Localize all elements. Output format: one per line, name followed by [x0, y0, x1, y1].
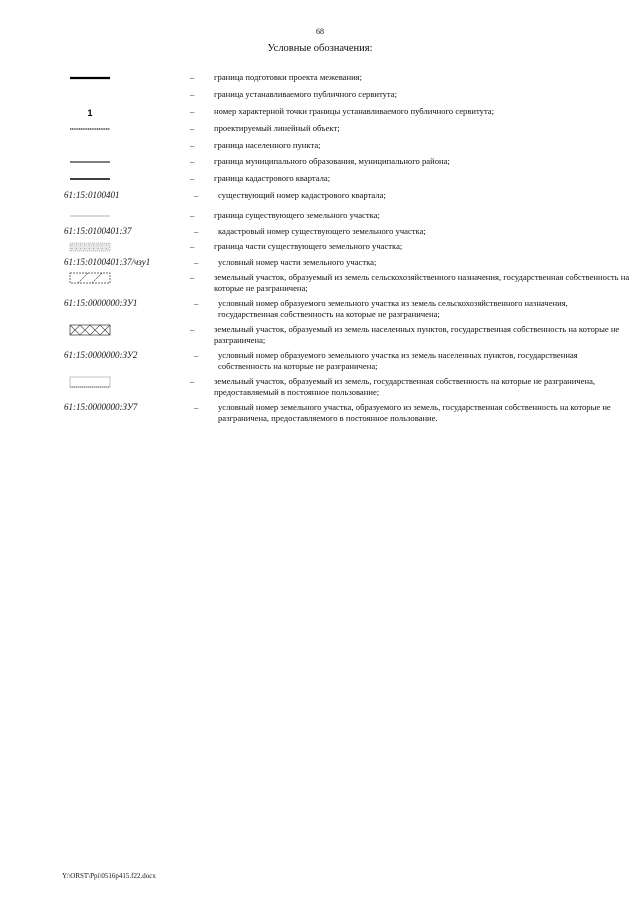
hatch-box-icon: [60, 272, 120, 284]
legend-item: [60, 123, 630, 135]
legend-code: 61:15:0100401: [64, 190, 120, 200]
legend-symbol-icon: [60, 156, 190, 168]
legend-description: условный номер земельного участка, образуемого из земель, государственная собственность на которые не разграничена, предоставляемого в постоянное пользование.: [218, 401, 611, 423]
point-icon: [60, 106, 120, 118]
legend-description: условный номер части земельного участка;: [218, 257, 377, 267]
legend-description: граница населенного пункта;: [214, 139, 321, 150]
legend-item: [60, 257, 630, 269]
legend-symbol-icon: [60, 210, 190, 222]
legend-code: 61:15:0000000:ЗУ1: [64, 297, 138, 308]
legend-item: [60, 156, 630, 168]
legend-symbol-icon: [60, 123, 190, 135]
legend-item: [60, 173, 630, 185]
legend-item: [60, 241, 630, 253]
legend-dash: –: [190, 173, 195, 183]
legend-item: [60, 350, 630, 373]
legend-dash: –: [194, 401, 199, 412]
legend-symbol-icon: [60, 272, 190, 284]
legend-dash: –: [190, 72, 195, 82]
dotted-box-icon: [60, 241, 120, 253]
legend-symbol-icon: [60, 106, 190, 118]
legend-description: земельный участок, образуемый из земель сельскохозяйственного назначения, государственная собственность на которые не разграничена;: [214, 271, 630, 293]
legend-symbol-icon: [60, 324, 190, 336]
legend-dash: –: [190, 241, 195, 251]
legend-dash: –: [190, 139, 195, 150]
legend-dash: –: [190, 105, 195, 116]
medium-line-icon: [60, 173, 120, 185]
legend-symbol-icon: [60, 72, 190, 84]
legend-code: 61:15:0000000:ЗУ7: [64, 401, 138, 412]
legend-description: земельный участок, образуемый из земель населенных пунктов, государственная собственность на которые не разграничена;: [214, 323, 620, 345]
legend-code: 61:15:0000000:ЗУ2: [64, 349, 138, 360]
legend-description: номер характерной точки границы устанавливаемого публичного сервитута;: [214, 105, 495, 116]
legend-dash: –: [194, 349, 199, 360]
page-number: 68: [316, 27, 324, 36]
legend-item: [60, 190, 630, 202]
legend-dash: –: [190, 89, 195, 99]
legend-dash: –: [194, 257, 199, 267]
legend-symbol-icon: [60, 173, 190, 185]
legend-item: [60, 106, 630, 118]
legend-code: 61:15:0100401:37: [64, 225, 132, 236]
legend-description: граница кадастрового квартала;: [214, 173, 331, 183]
legend-description: граница муниципального образования, муниципального района;: [214, 156, 450, 166]
empty-box-icon: [60, 376, 120, 388]
legend-dash: –: [190, 156, 195, 166]
svg-text:1: 1: [87, 107, 93, 118]
legend-dash: –: [190, 122, 195, 133]
legend-list: [60, 68, 630, 425]
legend-description: проектируемый линейный объект;: [214, 122, 340, 133]
legend-description: граница устанавливаемого публичного сервитута;: [214, 89, 397, 99]
legend-item: [60, 402, 630, 425]
legend-item: [60, 376, 630, 399]
legend-title: Условные обозначения:: [267, 43, 373, 54]
legend-description: граница части существующего земельного участка;: [214, 241, 403, 251]
file-path-footer: Y:\ORST\Ppi\0516p415.f22.docx: [62, 872, 156, 880]
legend-dash: –: [190, 375, 195, 386]
thin-line-icon: [60, 156, 120, 168]
cross-box-icon: [60, 324, 120, 336]
legend-description: существующий номер кадастрового квартала;: [218, 190, 386, 200]
legend-dash: –: [190, 323, 195, 334]
legend-item: [60, 140, 630, 152]
legend-item: [60, 226, 630, 238]
dotted-line-icon: [60, 123, 120, 135]
legend-description: граница существующего земельного участка;: [214, 209, 380, 220]
thick-line-icon: [60, 72, 120, 84]
legend-item: [60, 72, 630, 84]
legend-dash: –: [194, 297, 199, 308]
grey-line-icon: [60, 210, 120, 222]
legend-dash: –: [190, 271, 195, 282]
legend-description: кадастровый номер существующего земельного участка;: [218, 225, 426, 236]
legend-description: граница подготовки проекта межевания;: [214, 72, 363, 82]
legend-symbol-icon: [60, 241, 190, 253]
legend-symbol-icon: [60, 376, 190, 388]
legend-item: [60, 89, 630, 101]
legend-code: 61:15:0100401:37/чзу1: [64, 257, 151, 267]
legend-item: [60, 210, 630, 222]
legend-description: условный номер образуемого земельного участка из земель сельскохозяйственного назначения, государственная собственность на которые не разграничена;: [218, 297, 568, 319]
legend-description: условный номер образуемого земельного участка из земель населенных пунктов, государственная собственность на которые не разграничена;: [218, 349, 578, 371]
legend-dash: –: [190, 209, 195, 220]
legend-item: [60, 298, 630, 321]
legend-item: [60, 324, 630, 347]
legend-description: земельный участок, образуемый из земель, государственная собственность на которые не разграничена, предоставляемый в постоянное пользование;: [214, 375, 596, 397]
legend-dash: –: [194, 190, 199, 200]
legend-dash: –: [194, 225, 199, 236]
legend-item: [60, 272, 630, 295]
